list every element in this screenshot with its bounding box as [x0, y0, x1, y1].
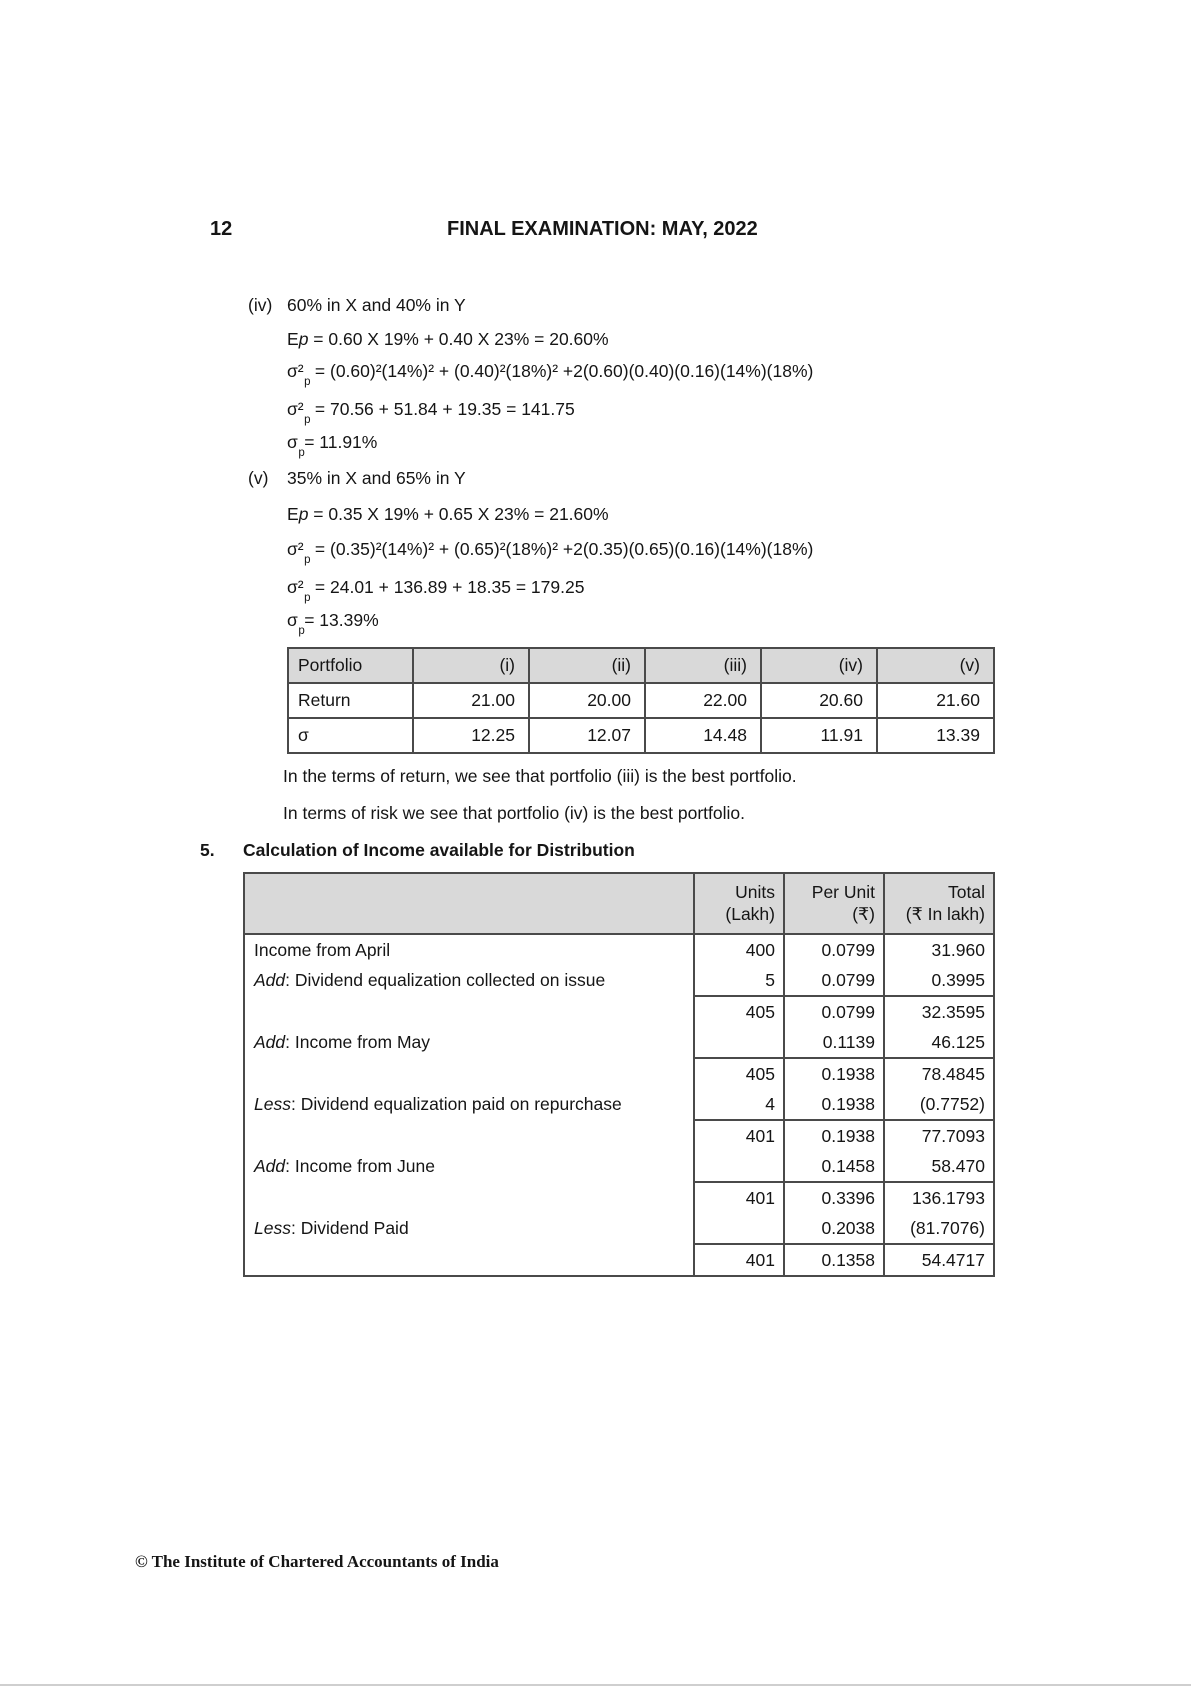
units-cell [694, 1151, 784, 1182]
portfolio-comparison-table [287, 647, 995, 754]
per-unit-cell: 0.1938 [784, 1120, 884, 1151]
variance-equation: = (0.60)²(14%)² + (0.40)²(18%)² +2(0.60)(0.40)(0.16)(14%)(18%) [310, 361, 814, 381]
income-table-row [244, 1244, 994, 1276]
per-unit-cell: 0.1458 [784, 1151, 884, 1182]
item-v-sigma-result [287, 609, 379, 637]
income-table-row [244, 1213, 994, 1244]
section-number: 5. [200, 840, 215, 860]
total-cell: 32.3595 [884, 996, 994, 1027]
description-cell [244, 1244, 694, 1276]
conclusion-return: In the terms of return, we see that portfolio (iii) is the best portfolio. [283, 766, 797, 786]
total-cell: 54.4717 [884, 1244, 994, 1276]
header-description [244, 873, 694, 934]
item-v-marker: (v) [248, 468, 269, 488]
sigma-value-iv: 11.91 [761, 718, 877, 753]
sigma-value-i: 12.25 [413, 718, 529, 753]
income-table-row [244, 996, 994, 1027]
return-value-iv: 20.60 [761, 683, 877, 718]
item-iv-variance-expansion [287, 360, 814, 388]
sigma-value: = 11.91% [304, 432, 378, 452]
item-iv-sigma-result [287, 431, 378, 459]
description-cell: Income from April [244, 934, 694, 965]
sigma-squared-symbol: σ² [287, 577, 304, 597]
description-cell: Add: Dividend equalization collected on issue [244, 965, 694, 996]
per-unit-cell: 0.1358 [784, 1244, 884, 1276]
page-header-title: FINAL EXAMINATION: MAY, 2022 [447, 218, 758, 240]
sigma-symbol: σ [287, 432, 298, 452]
units-cell [694, 1027, 784, 1058]
copyright-footer: © The Institute of Chartered Accountants of India [135, 1552, 499, 1571]
income-table-row [244, 1058, 994, 1089]
per-unit-cell: 0.1139 [784, 1027, 884, 1058]
return-value-ii: 20.00 [529, 683, 645, 718]
ep-equation: = 0.60 X 19% + 0.40 X 23% = 20.60% [308, 329, 609, 349]
income-distribution-table [243, 872, 995, 1277]
sigma-row-label: σ [288, 718, 413, 753]
units-cell: 401 [745, 1125, 775, 1146]
sigma-value: = 13.39% [304, 610, 379, 630]
sigma-value-ii: 12.07 [529, 718, 645, 753]
header-total-line2: (₹ In lakh) [905, 903, 985, 924]
sigma-subscript: p [304, 553, 311, 566]
units-cell: 4 [694, 1089, 784, 1120]
header-per-unit [784, 873, 884, 934]
per-unit-cell: 0.2038 [784, 1213, 884, 1244]
header-ii: (ii) [529, 648, 645, 683]
header-total [884, 873, 994, 934]
page-number: 12 [210, 218, 233, 240]
income-table-row [244, 1027, 994, 1058]
item-v-variance-sum [287, 576, 585, 604]
item-iv-expected-return [287, 328, 609, 350]
total-cell: 78.4845 [884, 1058, 994, 1089]
item-v-variance-expansion [287, 538, 814, 566]
item-v-allocation: 35% in X and 65% in Y [287, 468, 466, 488]
description-cell: Add: Income from May [244, 1027, 694, 1058]
sigma-squared-symbol: σ² [287, 361, 304, 381]
variance-equation: = (0.35)²(14%)² + (0.65)²(18%)² +2(0.35)(0.65)(0.16)(14%)(18%) [310, 539, 814, 559]
section-title: Calculation of Income available for Distribution [243, 840, 635, 860]
header-units [694, 873, 784, 934]
income-table-row [244, 1120, 994, 1151]
header-units-line1: Units [735, 881, 775, 902]
ep-symbol: E [287, 329, 299, 349]
income-table-row [244, 965, 994, 996]
units-cell: 401 [745, 1249, 775, 1270]
description-cell: Less: Dividend Paid [244, 1213, 694, 1244]
description-cell [244, 1120, 694, 1151]
total-cell: (81.7076) [884, 1213, 994, 1244]
sigma-value-iii: 14.48 [645, 718, 761, 753]
variance-sum-equation: = 70.56 + 51.84 + 19.35 = 141.75 [310, 399, 575, 419]
item-iv-variance-sum [287, 398, 575, 426]
item-v-expected-return [287, 503, 609, 525]
units-cell: 405 [745, 1063, 775, 1084]
description-cell [244, 996, 694, 1027]
ep-symbol: E [287, 504, 299, 524]
sigma-subscript: p [304, 375, 311, 388]
sigma-subscript: p [304, 413, 311, 426]
total-cell: 0.3995 [884, 965, 994, 996]
sigma-subscript: p [298, 624, 305, 637]
income-table-row [244, 1151, 994, 1182]
sigma-symbol: σ [287, 610, 298, 630]
header-iii: (iii) [645, 648, 761, 683]
portfolio-table-header-row [288, 648, 994, 683]
sigma-value-v: 13.39 [877, 718, 994, 753]
header-i: (i) [413, 648, 529, 683]
total-cell: 58.470 [884, 1151, 994, 1182]
sigma-squared-symbol: σ² [287, 399, 304, 419]
conclusion-risk: In terms of risk we see that portfolio (iv) is the best portfolio. [283, 803, 745, 823]
table-row [288, 718, 994, 753]
per-unit-cell: 0.1938 [784, 1089, 884, 1120]
return-row-label: Return [288, 683, 413, 718]
units-cell [694, 1213, 784, 1244]
header-v: (v) [877, 648, 994, 683]
header-iv: (iv) [761, 648, 877, 683]
sigma-subscript: p [298, 446, 305, 459]
per-unit-cell: 0.0799 [784, 996, 884, 1027]
table-row [288, 683, 994, 718]
description-cell [244, 1058, 694, 1089]
sigma-squared-symbol: σ² [287, 539, 304, 559]
item-iv-allocation: 60% in X and 40% in Y [287, 295, 466, 315]
total-cell: 46.125 [884, 1027, 994, 1058]
description-cell [244, 1182, 694, 1213]
return-value-i: 21.00 [413, 683, 529, 718]
units-cell: 400 [745, 939, 775, 960]
per-unit-cell: 0.1938 [784, 1058, 884, 1089]
per-unit-cell: 0.3396 [784, 1182, 884, 1213]
variance-sum-equation: = 24.01 + 136.89 + 18.35 = 179.25 [310, 577, 585, 597]
income-table-header-row [244, 873, 994, 934]
income-table-body [244, 934, 994, 1276]
sigma-subscript: p [304, 591, 311, 604]
header-per-unit-line1: Per Unit [811, 881, 875, 902]
description-cell: Less: Dividend equalization paid on repurchase [244, 1089, 694, 1120]
income-table-row [244, 1089, 994, 1120]
header-units-line2: (Lakh) [725, 903, 775, 924]
return-value-iii: 22.00 [645, 683, 761, 718]
header-portfolio: Portfolio [288, 648, 413, 683]
units-cell: 5 [694, 965, 784, 996]
item-iv-marker: (iv) [248, 295, 273, 315]
income-table-row [244, 1182, 994, 1213]
total-cell: 77.7093 [884, 1120, 994, 1151]
ep-subscript: p [298, 329, 309, 349]
per-unit-cell: 0.0799 [784, 934, 884, 965]
total-cell: (0.7752) [884, 1089, 994, 1120]
per-unit-cell: 0.0799 [784, 965, 884, 996]
header-per-unit-line2: (₹) [852, 903, 875, 924]
units-cell: 405 [745, 1001, 775, 1022]
units-cell: 401 [745, 1187, 775, 1208]
description-cell: Add: Income from June [244, 1151, 694, 1182]
return-value-v: 21.60 [877, 683, 994, 718]
total-cell: 31.960 [884, 934, 994, 965]
header-total-line1: Total [948, 881, 985, 902]
income-table-row [244, 934, 994, 965]
ep-equation: = 0.35 X 19% + 0.65 X 23% = 21.60% [308, 504, 609, 524]
ep-subscript: p [298, 504, 309, 524]
total-cell: 136.1793 [884, 1182, 994, 1213]
